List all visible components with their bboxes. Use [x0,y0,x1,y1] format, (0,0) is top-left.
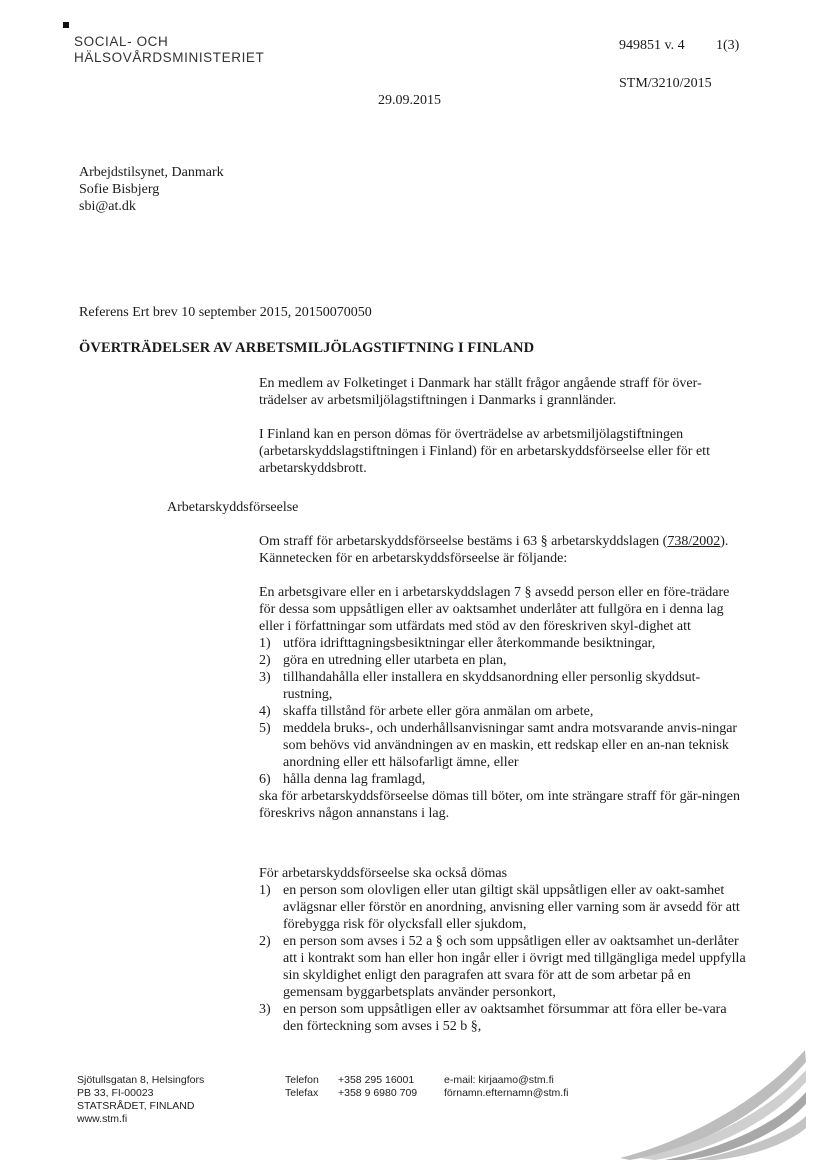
recipient-block [79,164,224,215]
list-item-text: tillhandahålla eller installera en skyddsanordning eller personlig skyddsut-rustning, [283,670,701,702]
staff-email-pattern: förnamn.efternamn@stm.fi [444,1087,569,1099]
intro-text-1: En medlem av Folketinget i Danmark har ställt frågor angående straff för över-trädelser av arbetsmiljölagstiftningen i Danmarks i grannländer. [259,376,702,408]
footer-emails [444,1074,568,1100]
list-item-number: 3) [259,1002,271,1017]
footer-address [77,1074,204,1126]
reference-line: Referens Ert brev 10 september 2015, 20150070050 [79,305,372,320]
footer-address-line: Sjötullsgatan 8, Helsingfors [77,1074,205,1086]
list-item-number: 4) [259,704,271,719]
list-item [259,635,749,652]
section-paragraph-4: För arbetarskyddsförseelse ska också dömas [259,866,508,881]
obligations-list [259,635,749,788]
document-heading: ÖVERTRÄDELSER AV ARBETSMILJÖLAGSTIFTNING I FINLAND [79,340,535,356]
reference-code: STM/3210/2015 [619,76,712,91]
fax-number: +358 9 6980 709 [338,1087,418,1099]
list-item [259,652,749,669]
footer-address-line: PB 33, FI-00023 [77,1087,154,1099]
logo-mark [63,22,69,28]
section-main-block [259,584,749,822]
list-item [259,720,749,771]
section-paragraph-3: ska för arbetarskyddsförseelse dömas till böter, om inte strängare straff för gär-ningen föreskrivs någon annanstans i lag. [259,789,740,821]
list-item-text: hålla denna lag framlagd, [283,772,426,787]
document-date: 29.09.2015 [378,93,441,108]
list-item-number: 6) [259,772,271,787]
list-item [259,882,749,933]
section-paragraph-1 [259,533,749,567]
list-item [259,669,749,703]
section-secondary-block [259,865,749,1035]
ministry-line2: HÄLSOVÅRDSMINISTERIET [74,50,265,65]
list-item-number: 5) [259,721,271,736]
list-item-number: 3) [259,670,271,685]
list-item-text: skaffa tillstånd för arbete eller göra anmälan om arbete, [283,704,594,719]
section-paragraph-2: En arbetsgivare eller en i arbetarskyddslagen 7 § avsedd person eller en före-trädare för dessa som uppsåtligen eller av oaktsamhet underlåter att fullgöra en i denna lag eller i författningar som utfärdats med stöd av den föreskriven skyl-dighet att [259,585,730,634]
ministry-line1: SOCIAL- OCH [74,34,169,49]
offenders-list [259,882,749,1035]
phone-label: Telefon [285,1074,319,1086]
list-item [259,1001,749,1035]
intro-text-2: I Finland kan en person dömas för överträdelse av arbetsmiljölagstiftningen (arbetarskyddslagstiftningen i Finland) för en arbetarskyddsförseelse eller för ett arbetarskyddsbrott. [259,427,710,476]
list-item-text: en person som uppsåtligen eller av oaktsamhet försummar att föra eller be-vara den förteckning som avses i 52 b §, [283,1002,727,1034]
registry-email[interactable]: e-mail: kirjaamo@stm.fi [444,1074,554,1086]
list-item [259,703,749,720]
list-item-number: 1) [259,883,271,898]
document-number: 949851 v. 4 [619,38,685,53]
section-title: Arbetarskyddsförseelse [167,500,299,515]
law-link[interactable]: 738/2002 [667,534,721,549]
intro-paragraph-2 [259,426,749,477]
page-number: 1(3) [716,38,740,53]
footer-contact-labels [285,1074,319,1100]
list-item-number: 2) [259,653,271,668]
intro-paragraph-1 [259,375,749,409]
list-item-text: en person som avses i 52 a § och som uppsåtligen eller av oaktsamhet un-derlåter att i kontrakt som han eller hon ingår eller i övrigt med tillgängliga medel uppfylla sin skyldighet enligt den paragrafen att svara för att de som arbetar på en gemensam byggarbetsplats använder personkort, [283,934,746,1000]
fax-label: Telefax [285,1087,319,1099]
recipient-name: Sofie Bisbjerg [79,182,160,197]
list-item-number: 1) [259,636,271,651]
list-item-text: meddela bruks-, och underhållsanvisningar samt andra motsvarande anvis-ningar som behövs vid användningen av en maskin, ett redskap eller en an-nan teknisk anordning eller ett hälsofarligt ämne, eller [283,721,738,770]
footer-website[interactable]: www.stm.fi [77,1113,128,1125]
footer-address-line: STATSRÅDET, FINLAND [77,1100,195,1112]
list-item [259,933,749,1001]
list-item-number: 2) [259,934,271,949]
footer-contact-values [338,1074,417,1100]
phone-number: +358 295 16001 [338,1074,415,1086]
ministry-logo-text [74,34,264,66]
list-item-text: utföra idrifttagningsbesiktningar eller återkommande besiktningar, [283,636,656,651]
decorative-swoosh-graphic [610,1040,810,1160]
recipient-organization: Arbejdstilsynet, Danmark [79,165,224,180]
section-p1-before: Om straff för arbetarskyddsförseelse bestäms i 63 § arbetarskyddslagen ( [259,534,668,549]
list-item-text: en person som olovligen eller utan giltigt skäl uppsåtligen eller av oakt-samhet avlägsnar eller förstör en anordning, anvisning eller varning som är avsedd för att förebygga risk för olycksfall eller sjukdom, [283,883,740,932]
recipient-email[interactable]: sbi@at.dk [79,199,136,214]
list-item [259,771,749,788]
section-p1-after: ). Kännetecken för en arbetarskyddsförseelse är följande: [259,534,729,566]
list-item-text: göra en utredning eller utarbeta en plan, [283,653,507,668]
